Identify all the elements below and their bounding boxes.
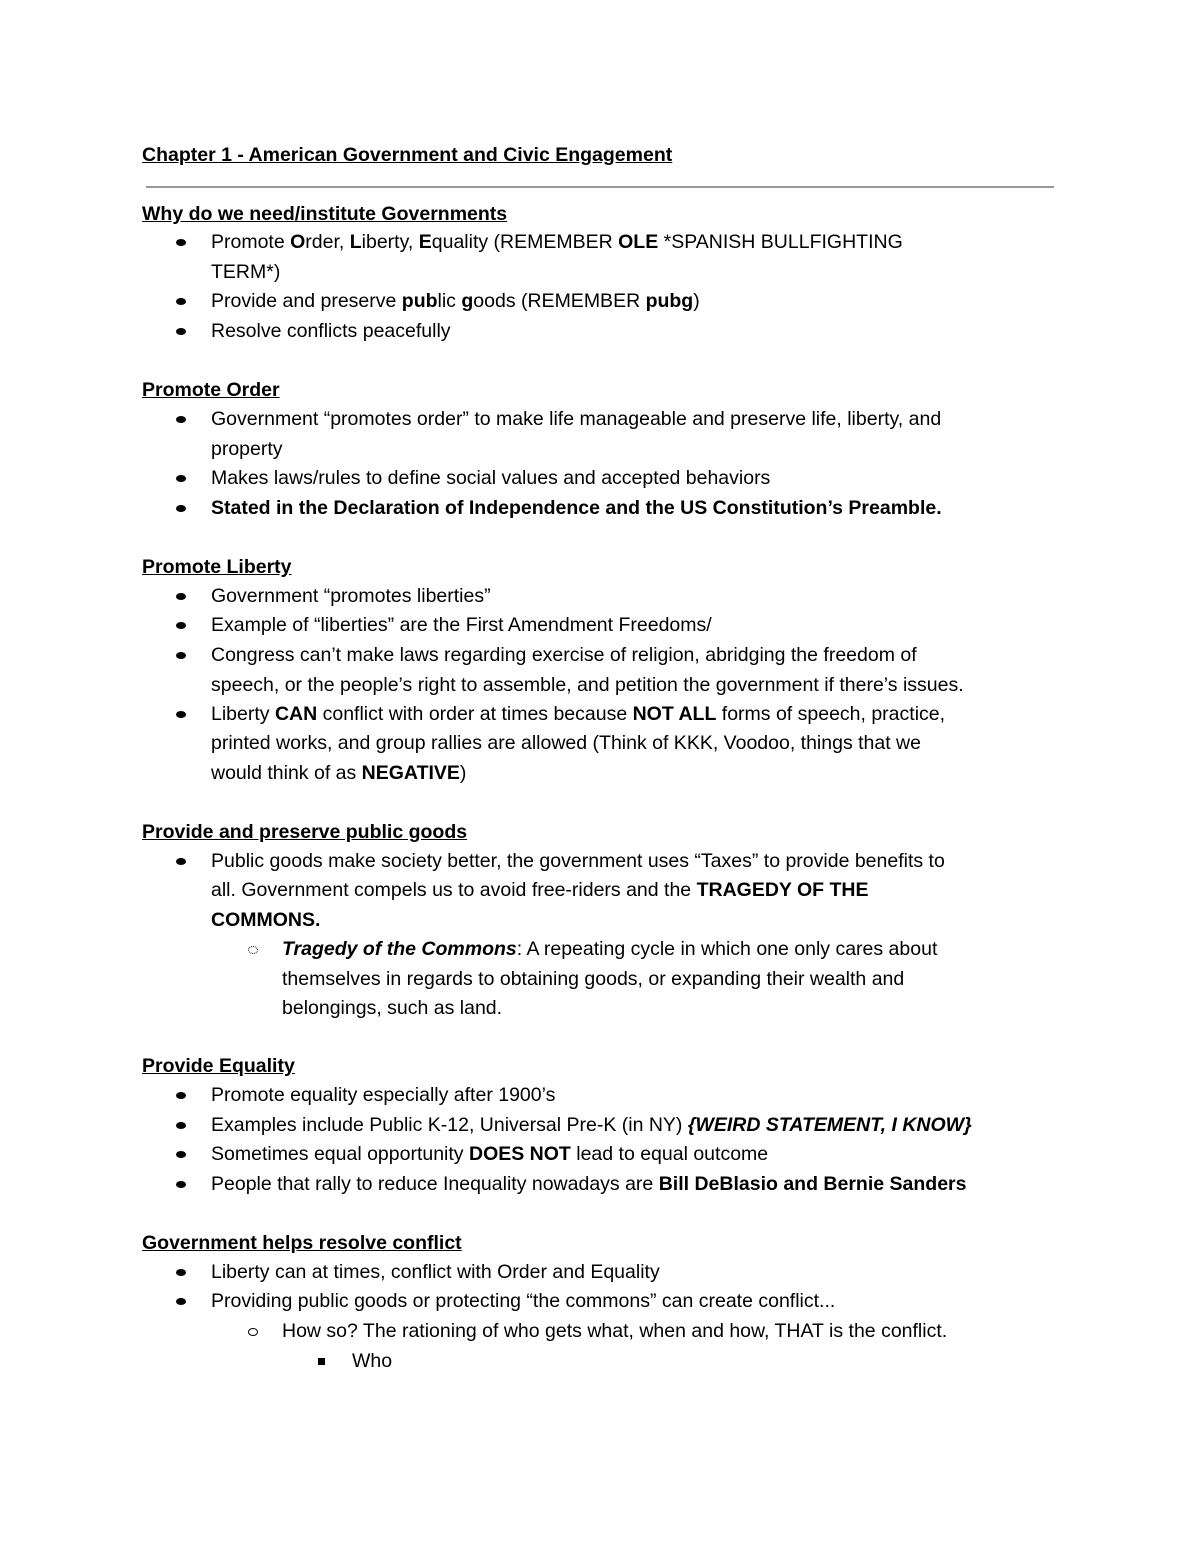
list-item: Example of “liberties” are the First Amendment Freedoms/: [211, 614, 712, 636]
bullet-icon: [176, 1122, 186, 1129]
list-item-continuation: printed works, and group rallies are allowed (Think of KKK, Voodoo, things that we: [211, 732, 921, 754]
bullet-icon: [176, 593, 186, 600]
sub-list-item-continuation: themselves in regards to obtaining goods, or expanding their wealth and: [282, 968, 905, 990]
list-item-continuation: speech, or the people’s right to assemble, and petition the government if there’s issues.: [211, 674, 964, 696]
sub-sub-list-item: Who: [352, 1350, 393, 1372]
list-item: Examples include Public K-12, Universal Pre-K (in NY) {WEIRD STATEMENT, I KNOW}: [211, 1114, 972, 1136]
list-item: Provide and preserve public goods (REMEMBER pubg): [211, 290, 700, 312]
list-item-continuation: TERM*): [211, 261, 281, 283]
section-heading-promote-order: Promote Order: [142, 379, 280, 401]
bullet-icon: [176, 622, 186, 629]
bullet-icon: [176, 858, 186, 865]
bullet-icon: [176, 1092, 186, 1099]
bullet-icon: [176, 475, 186, 482]
bullet-icon: [176, 328, 186, 335]
sub-list-item: How so? The rationing of who gets what, when and how, THAT is the conflict.: [282, 1320, 948, 1342]
bullet-icon: [176, 711, 186, 718]
hollow-bullet-icon: [248, 1328, 258, 1336]
list-item: Liberty can at times, conflict with Order and Equality: [211, 1261, 660, 1283]
bullet-icon: [176, 298, 186, 305]
list-item: People that rally to reduce Inequality nowadays are Bill DeBlasio and Bernie Sanders: [211, 1173, 967, 1195]
bullet-icon: [176, 1151, 186, 1158]
list-item: Resolve conflicts peacefully: [211, 320, 451, 342]
list-item: Promote Order, Liberty, Equality (REMEMBER OLE *SPANISH BULLFIGHTING: [211, 231, 903, 253]
list-item: Stated in the Declaration of Independence and the US Constitution’s Preamble.: [211, 497, 942, 519]
list-item-continuation: property: [211, 438, 283, 460]
list-item: Public goods make society better, the government uses “Taxes” to provide benefits to: [211, 850, 945, 872]
square-bullet-icon: [318, 1358, 325, 1365]
section-heading-why-governments: Why do we need/institute Governments: [142, 203, 508, 225]
list-item-continuation: all. Government compels us to avoid free-riders and the TRAGEDY OF THE: [211, 879, 869, 901]
list-item: Congress can’t make laws regarding exercise of religion, abridging the freedom of: [211, 644, 917, 666]
bullet-icon: [176, 416, 186, 423]
section-heading-public-goods: Provide and preserve public goods: [142, 821, 468, 843]
list-item: Makes laws/rules to define social values and accepted behaviors: [211, 467, 771, 489]
bullet-icon: [176, 1269, 186, 1276]
hollow-bullet-icon: [248, 946, 258, 954]
bullet-icon: [176, 1298, 186, 1305]
sub-list-item: Tragedy of the Commons: A repeating cycle in which one only cares about: [282, 938, 938, 960]
sub-list-item-continuation: belongings, such as land.: [282, 997, 503, 1019]
list-item: Promote equality especially after 1900’s: [211, 1084, 556, 1106]
list-item-continuation: would think of as NEGATIVE): [211, 762, 467, 784]
horizontal-rule: [146, 186, 1054, 188]
bullet-icon: [176, 1181, 186, 1188]
list-item: Sometimes equal opportunity DOES NOT lead to equal outcome: [211, 1143, 769, 1165]
list-item: Providing public goods or protecting “the commons” can create conflict...: [211, 1290, 836, 1312]
bullet-icon: [176, 239, 186, 246]
bullet-icon: [176, 505, 186, 512]
list-item: Government “promotes order” to make life manageable and preserve life, liberty, and: [211, 408, 942, 430]
bullet-icon: [176, 652, 186, 659]
section-heading-resolve-conflict: Government helps resolve conflict: [142, 1232, 462, 1254]
section-heading-promote-liberty: Promote Liberty: [142, 556, 292, 578]
section-heading-provide-equality: Provide Equality: [142, 1055, 295, 1077]
list-item: Government “promotes liberties”: [211, 585, 491, 607]
list-item-continuation: COMMONS.: [211, 909, 321, 931]
list-item: Liberty CAN conflict with order at times because NOT ALL forms of speech, practice,: [211, 703, 946, 725]
document-title: Chapter 1 - American Government and Civic Engagement: [142, 144, 673, 166]
